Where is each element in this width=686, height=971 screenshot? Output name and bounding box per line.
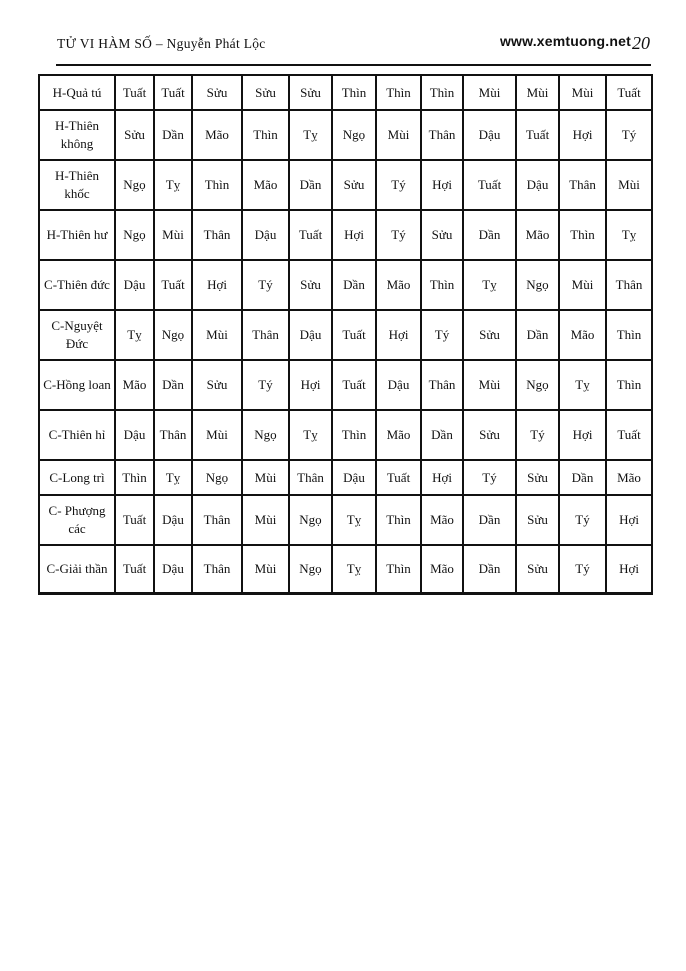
zodiac-cell: Ngọ (115, 160, 154, 210)
zodiac-cell: Hợi (559, 110, 606, 160)
zodiac-cell: Thìn (421, 75, 463, 110)
zodiac-cell: Tuất (115, 495, 154, 545)
zodiac-cell: Tuất (115, 545, 154, 593)
zodiac-cell: Tỵ (289, 410, 332, 460)
zodiac-cell: Tuất (332, 360, 376, 410)
zodiac-cell: Tý (242, 260, 289, 310)
zodiac-cell: Thìn (376, 75, 421, 110)
zodiac-cell: Tý (463, 460, 516, 495)
zodiac-cell: Mão (376, 410, 421, 460)
zodiac-cell: Dần (332, 260, 376, 310)
zodiac-cell: Thân (154, 410, 192, 460)
zodiac-cell: Sửu (463, 310, 516, 360)
zodiac-cell: Dần (463, 495, 516, 545)
zodiac-cell: Tuất (154, 75, 192, 110)
zodiac-cell: Mão (421, 495, 463, 545)
row-label: H-Thiên khốc (39, 160, 115, 210)
zodiac-cell: Ngọ (242, 410, 289, 460)
zodiac-cell: Mùi (192, 410, 242, 460)
website-url: www.xemtuong.net (499, 33, 631, 49)
zodiac-cell: Dần (463, 210, 516, 260)
zodiac-cell: Dần (463, 545, 516, 593)
zodiac-cell: Dậu (516, 160, 559, 210)
zodiac-cell: Thìn (376, 495, 421, 545)
zodiac-cell: Sửu (289, 260, 332, 310)
zodiac-cell: Mão (421, 545, 463, 593)
zodiac-cell: Sửu (463, 410, 516, 460)
zodiac-cell: Ngọ (516, 360, 559, 410)
zodiac-cell: Tỵ (154, 460, 192, 495)
zodiac-cell: Ngọ (154, 310, 192, 360)
zodiac-cell: Tỵ (289, 110, 332, 160)
zodiac-cell: Mùi (242, 460, 289, 495)
zodiac-cell: Dần (154, 110, 192, 160)
zodiac-cell: Tỵ (606, 210, 652, 260)
zodiac-cell: Tý (376, 210, 421, 260)
zodiac-cell: Thìn (421, 260, 463, 310)
zodiac-cell: Tỵ (115, 310, 154, 360)
zodiac-cell: Thân (192, 210, 242, 260)
table-row (39, 110, 652, 160)
zodiac-cell: Thân (559, 160, 606, 210)
zodiac-cell: Dậu (154, 495, 192, 545)
zodiac-cell: Ngọ (192, 460, 242, 495)
zodiac-cell: Mùi (192, 310, 242, 360)
zodiac-cell: Dần (559, 460, 606, 495)
row-label: C-Thiên đức (39, 260, 115, 310)
zodiac-cell: Sửu (516, 545, 559, 593)
zodiac-cell: Thìn (332, 410, 376, 460)
zodiac-cell: Hợi (192, 260, 242, 310)
zodiac-cell: Ngọ (332, 110, 376, 160)
row-label: C-Long trì (39, 460, 115, 495)
zodiac-cell: Hợi (559, 410, 606, 460)
table-row (39, 260, 652, 310)
zodiac-cell: Dậu (115, 410, 154, 460)
zodiac-cell: Sửu (516, 460, 559, 495)
row-label: C-Thiên hỉ (39, 410, 115, 460)
zodiac-cell: Tỵ (463, 260, 516, 310)
zodiac-cell: Thân (192, 495, 242, 545)
zodiac-cell: Hợi (332, 210, 376, 260)
table-row (39, 545, 652, 593)
book-title: TỬ VI HÀM SỐ – Nguyễn Phát Lộc (57, 36, 266, 51)
zodiac-cell: Tý (421, 310, 463, 360)
zodiac-cell: Thân (421, 110, 463, 160)
table-row (39, 360, 652, 410)
table-row (39, 75, 652, 110)
zodiac-cell: Thìn (332, 75, 376, 110)
zodiac-cell: Mùi (242, 495, 289, 545)
zodiac-cell: Dần (154, 360, 192, 410)
zodiac-cell: Mão (559, 310, 606, 360)
zodiac-cell: Dần (289, 160, 332, 210)
zodiac-cell: Mùi (154, 210, 192, 260)
zodiac-cell: Tý (559, 545, 606, 593)
zodiac-cell: Tuất (463, 160, 516, 210)
zodiac-cell: Dậu (154, 545, 192, 593)
zodiac-cell: Mão (242, 160, 289, 210)
header-divider (56, 64, 651, 66)
page-header (56, 33, 650, 59)
zodiac-cell: Tý (606, 110, 652, 160)
zodiac-cell: Sửu (192, 360, 242, 410)
zodiac-cell: Hợi (289, 360, 332, 410)
zodiac-cell: Ngọ (289, 495, 332, 545)
zodiac-cell: Hợi (606, 495, 652, 545)
zodiac-cell: Hợi (421, 460, 463, 495)
zodiac-cell: Mùi (463, 360, 516, 410)
zodiac-cell: Tỵ (559, 360, 606, 410)
zodiac-cell: Tuất (606, 410, 652, 460)
zodiac-cell: Ngọ (115, 210, 154, 260)
zodiac-cell: Tý (559, 495, 606, 545)
zodiac-cell: Tỵ (332, 495, 376, 545)
row-label: H-Thiên không (39, 110, 115, 160)
zodiac-cell: Tuất (376, 460, 421, 495)
zodiac-cell: Ngọ (516, 260, 559, 310)
zodiac-cell: Thân (421, 360, 463, 410)
zodiac-cell: Mùi (559, 75, 606, 110)
zodiac-cell: Mão (376, 260, 421, 310)
zodiac-cell: Thìn (192, 160, 242, 210)
row-label: H-Thiên hư (39, 210, 115, 260)
zodiac-cell: Dậu (289, 310, 332, 360)
zodiac-cell: Dậu (332, 460, 376, 495)
zodiac-cell: Sửu (192, 75, 242, 110)
table-row (39, 460, 652, 495)
zodiac-cell: Mùi (242, 545, 289, 593)
zodiac-cell: Sửu (516, 495, 559, 545)
zodiac-cell: Thìn (606, 360, 652, 410)
zodiac-cell: Tuất (289, 210, 332, 260)
row-label: H-Quả tú (39, 75, 115, 110)
zodiac-cell: Mùi (606, 160, 652, 210)
zodiac-cell: Sửu (289, 75, 332, 110)
zodiac-cell: Sửu (115, 110, 154, 160)
zodiac-cell: Hợi (376, 310, 421, 360)
table-row (39, 210, 652, 260)
zodiac-cell: Mão (606, 460, 652, 495)
zodiac-cell: Dậu (463, 110, 516, 160)
zodiac-cell: Ngọ (289, 545, 332, 593)
zodiac-cell: Hợi (606, 545, 652, 593)
page-number: 20 (632, 33, 650, 53)
zodiac-cell: Tý (516, 410, 559, 460)
zodiac-cell: Mùi (516, 75, 559, 110)
zodiac-cell: Sửu (421, 210, 463, 260)
zodiac-cell: Mão (516, 210, 559, 260)
table-row (39, 495, 652, 545)
zodiac-cell: Thìn (115, 460, 154, 495)
zodiac-cell: Tuất (332, 310, 376, 360)
zodiac-cell: Mão (192, 110, 242, 160)
zodiac-cell: Thân (289, 460, 332, 495)
zodiac-cell: Mão (115, 360, 154, 410)
zodiac-cell: Tỵ (332, 545, 376, 593)
zodiac-table (38, 74, 653, 595)
zodiac-cell: Thân (242, 310, 289, 360)
table-row (39, 410, 652, 460)
zodiac-cell: Thìn (242, 110, 289, 160)
zodiac-cell: Thân (606, 260, 652, 310)
zodiac-cell: Mùi (376, 110, 421, 160)
zodiac-cell: Sửu (242, 75, 289, 110)
zodiac-cell: Mùi (559, 260, 606, 310)
zodiac-cell: Dần (516, 310, 559, 360)
zodiac-cell: Tý (242, 360, 289, 410)
zodiac-cell: Tuất (606, 75, 652, 110)
zodiac-cell: Hợi (421, 160, 463, 210)
zodiac-cell: Tý (376, 160, 421, 210)
zodiac-cell: Thìn (606, 310, 652, 360)
row-label: C-Giải thần (39, 545, 115, 593)
zodiac-table-body (39, 75, 652, 593)
zodiac-cell: Sửu (332, 160, 376, 210)
zodiac-cell: Dậu (242, 210, 289, 260)
zodiac-cell: Thân (192, 545, 242, 593)
zodiac-cell: Thìn (559, 210, 606, 260)
table-row (39, 160, 652, 210)
zodiac-cell: Thìn (376, 545, 421, 593)
zodiac-cell: Tuất (154, 260, 192, 310)
zodiac-cell: Tuất (115, 75, 154, 110)
header-right (500, 33, 650, 54)
zodiac-cell: Dậu (376, 360, 421, 410)
zodiac-cell: Dậu (115, 260, 154, 310)
zodiac-cell: Dần (421, 410, 463, 460)
zodiac-cell: Mùi (463, 75, 516, 110)
row-label: C-Nguyệt Đức (39, 310, 115, 360)
zodiac-cell: Tuất (516, 110, 559, 160)
zodiac-cell: Tỵ (154, 160, 192, 210)
table-row (39, 310, 652, 360)
row-label: C-Hồng loan (39, 360, 115, 410)
row-label: C- Phượng các (39, 495, 115, 545)
